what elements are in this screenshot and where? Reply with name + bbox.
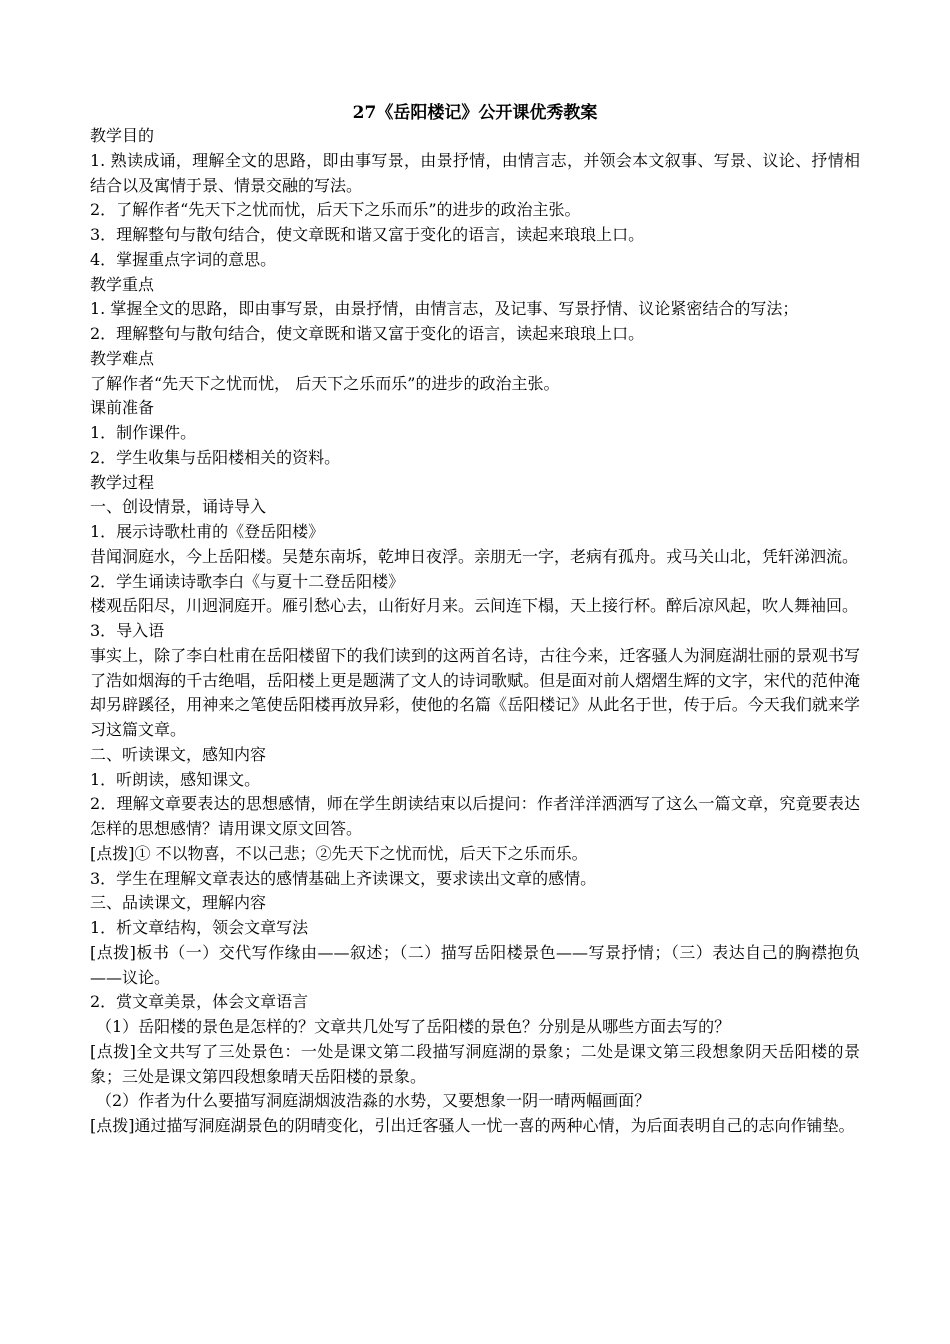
section-heading: 二、听读课文，感知内容 bbox=[90, 744, 267, 764]
paragraph: 4．掌握重点字词的意思。 bbox=[90, 249, 277, 269]
paragraph: 1．析文章结构，领会文章写法 bbox=[90, 918, 309, 937]
paragraph: 2．了解作者“先天下之忧而忧，后天下之乐而乐”的进步的政治主张。 bbox=[90, 200, 581, 220]
paragraph: 2．理解文章要表达的思想感情，师在学生朗读结束以后提问：作者洋洋洒洒写了这么一篇文章，究竟要表达怎样的思想感情？请用课文原文回答。 bbox=[90, 794, 860, 838]
paragraph: 2．理解整句与散句结合，使文章既和谐又富于变化的语言，读起来琅琅上口。 bbox=[90, 324, 645, 343]
document-title: 27《岳阳楼记》公开课优秀教案 bbox=[352, 103, 598, 123]
document-body bbox=[90, 124, 860, 1139]
paragraph: 1. 熟读成诵，理解全文的思路，即由事写景，由景抒情，由情言志，并领会本文叙事、写景、议论、抒情相结合以及寓情于景、情景交融的写法。 bbox=[90, 150, 860, 195]
paragraph: [点拨]通过描写洞庭湖景色的阴晴变化，引出迁客骚人一忧一喜的两种心情，为后面表明自己的志向作铺垫。 bbox=[90, 1116, 855, 1135]
section-heading: 三、品读课文，理解内容 bbox=[90, 893, 267, 913]
paragraph: 事实上，除了李白杜甫在岳阳楼留下的我们读到的这两首名诗，古往今来，迁客骚人为洞庭湖壮丽的景观书写了浩如烟海的千古绝唱，岳阳楼上更是题满了文人的诗词歌赋。但是面对前人熠熠生辉的文字，宋代的范仲淹却另辟蹊径，用神来之笔使岳阳楼再放异彩，使他的名篇《岳阳楼记》从此名于世，传于后。今天我们就来学习这篇文章。 bbox=[90, 645, 860, 739]
paragraph: 3．学生在理解文章表达的感情基础上齐读课文，要求读出文章的感情。 bbox=[90, 868, 597, 888]
poem-text: 楼观岳阳尽，川迥洞庭开。雁引愁心去，山衔好月来。云间连下榻，天上接行杯。醉后凉风起，吹人舞袖回。 bbox=[90, 596, 859, 616]
heading-key-points: 教学重点 bbox=[90, 274, 155, 294]
paragraph: （2）作者为什么要描写洞庭湖烟波浩淼的水势，又要想象一阴一晴两幅画面？ bbox=[96, 1091, 651, 1111]
paragraph: 1．展示诗歌杜甫的《登岳阳楼》 bbox=[90, 522, 325, 541]
heading-preparation: 课前准备 bbox=[90, 398, 155, 418]
paragraph: 2．赏文章美景，体会文章语言 bbox=[90, 992, 309, 1012]
paragraph: 2．学生收集与岳阳楼相关的资料。 bbox=[90, 447, 341, 467]
paragraph: 1．听朗读，感知课文。 bbox=[90, 769, 261, 789]
paragraph: 3．理解整句与散句结合，使文章既和谐又富于变化的语言，读起来琅琅上口。 bbox=[90, 225, 645, 244]
heading-difficulties: 教学难点 bbox=[90, 348, 155, 368]
paragraph: 1. 掌握全文的思路，即由事写景，由景抒情，由情言志，及记事、写景抒情、议论紧密结合的写法； bbox=[90, 299, 799, 319]
paragraph: （1）岳阳楼的景色是怎样的？文章共几处写了岳阳楼的景色？分别是从哪些方面去写的？ bbox=[96, 1017, 731, 1036]
heading-objectives: 教学目的 bbox=[90, 126, 155, 145]
paragraph: 3．导入语 bbox=[90, 621, 165, 640]
paragraph: 2．学生诵读诗歌李白《与夏十二登岳阳楼》 bbox=[90, 571, 405, 591]
paragraph: [点拨]板书（一）交代写作缘由——叙述；（二）描写岳阳楼景色——写景抒情；（三）表达自己的胸襟抱负——议论。 bbox=[90, 942, 860, 987]
paragraph: 1．制作课件。 bbox=[90, 423, 197, 442]
paragraph: [点拨]① 不以物喜，不以己悲；②先天下之忧而忧，后天下之乐而乐。 bbox=[90, 843, 588, 863]
heading-process: 教学过程 bbox=[90, 472, 155, 492]
paragraph: 了解作者“先天下之忧而忧， 后天下之乐而乐”的进步的政治主张。 bbox=[90, 373, 560, 393]
section-heading: 一、创设情景，诵诗导入 bbox=[90, 497, 267, 517]
paragraph: [点拨]全文共写了三处景色：一处是课文第二段描写洞庭湖的景象；二处是课文第三段想象阴天岳阳楼的景象；三处是课文第四段想象晴天岳阳楼的景象。 bbox=[90, 1041, 860, 1086]
poem-text: 昔闻洞庭水，今上岳阳楼。吴楚东南坼，乾坤日夜浮。亲朋无一字，老病有孤舟。戎马关山北，凭轩涕泗流。 bbox=[90, 546, 859, 566]
